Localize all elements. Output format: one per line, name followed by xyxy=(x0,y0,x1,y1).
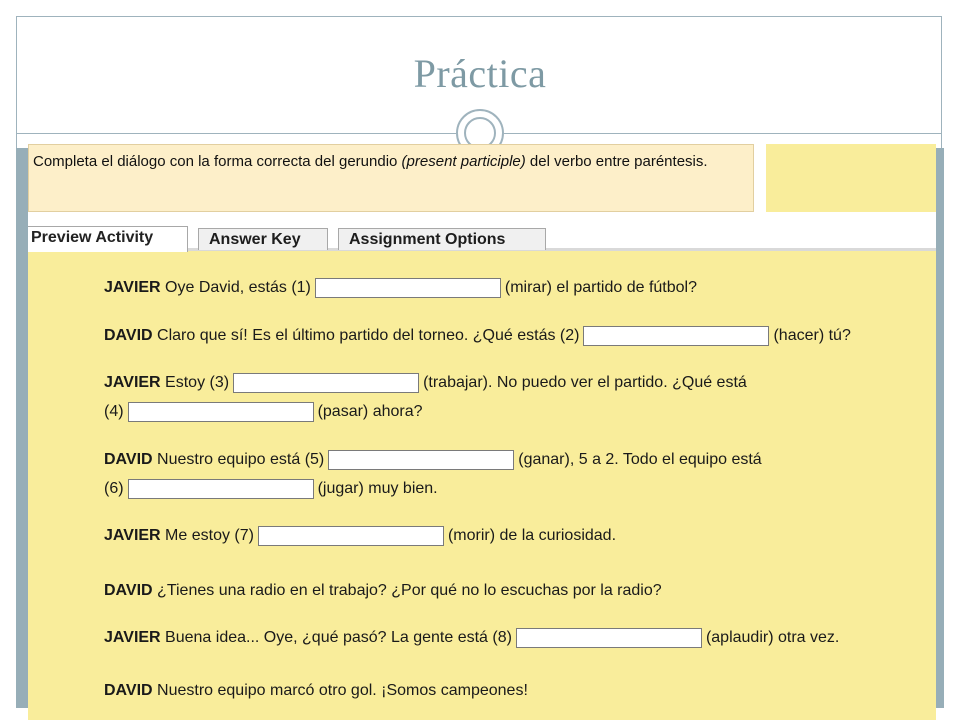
line-text: Nuestro equipo está (5) xyxy=(152,451,325,469)
dialogue-line-4-continued xyxy=(104,479,438,499)
answer-field-3[interactable] xyxy=(233,373,419,393)
answer-field-2[interactable] xyxy=(583,326,769,346)
speaker-name: DAVID xyxy=(104,682,153,699)
answer-field-4[interactable] xyxy=(128,402,314,422)
verb-hint: (trabajar). No puedo ver el partido. ¿Qué está xyxy=(423,374,747,392)
dialogue-line-2 xyxy=(104,326,851,346)
line-text: Oye David, estás (1) xyxy=(160,279,311,297)
dialogue-line-5 xyxy=(104,526,616,546)
verb-hint: (pasar) ahora? xyxy=(317,403,423,421)
line-text: Estoy (3) xyxy=(160,374,230,392)
speaker-name: JAVIER xyxy=(104,279,161,297)
dialogue-line-1 xyxy=(104,278,697,298)
verb-hint: (ganar), 5 a 2. Todo el equipo está xyxy=(518,451,762,469)
speaker-name: JAVIER xyxy=(104,527,161,545)
instructions-side-panel xyxy=(766,144,936,212)
dialogue-line-3 xyxy=(104,373,747,393)
slide-title: Práctica xyxy=(413,51,547,96)
line-text: (6) xyxy=(104,480,124,498)
title-divider-right xyxy=(504,133,942,134)
activity-screenshot xyxy=(28,144,936,720)
instructions-emphasis: (present participle) xyxy=(401,153,526,170)
line-text: (4) xyxy=(104,403,124,421)
instructions-text-end: del verbo entre paréntesis. xyxy=(525,153,708,170)
verb-hint: (aplaudir) otra vez. xyxy=(705,629,840,647)
verb-hint: (jugar) muy bien. xyxy=(317,480,438,498)
speaker-name: DAVID xyxy=(104,582,153,599)
dialogue-line-7 xyxy=(104,628,839,648)
tab-bar xyxy=(28,212,936,251)
instructions-box xyxy=(28,144,754,212)
line-text: Nuestro equipo marcó otro gol. ¡Somos campeones! xyxy=(152,682,528,699)
line-text: ¿Tienes una radio en el trabajo? ¿Por qué no lo escuchas por la radio? xyxy=(152,582,662,599)
answer-field-5[interactable] xyxy=(328,450,514,470)
dialogue-line-8 xyxy=(104,681,528,701)
line-text: Claro que sí! Es el último partido del torneo. ¿Qué estás (2) xyxy=(152,327,580,345)
speaker-name: JAVIER xyxy=(104,374,161,392)
answer-field-7[interactable] xyxy=(258,526,444,546)
line-text: Me estoy (7) xyxy=(160,527,254,545)
instructions-text: Completa el diálogo con la forma correcta del gerundio xyxy=(33,153,402,170)
verb-hint: (morir) de la curiosidad. xyxy=(447,527,617,545)
tab-answer-key[interactable]: Answer Key xyxy=(198,228,328,250)
line-text: Buena idea... Oye, ¿qué pasó? La gente está (8) xyxy=(160,629,512,647)
title-divider-left xyxy=(16,133,456,134)
speaker-name: DAVID xyxy=(104,451,153,469)
speaker-name: JAVIER xyxy=(104,629,161,647)
answer-field-1[interactable] xyxy=(315,278,501,298)
tab-preview-activity[interactable]: Preview Activity xyxy=(28,226,188,252)
dialogue-line-3-continued xyxy=(104,402,423,422)
dialogue-line-6 xyxy=(104,581,662,601)
answer-field-8[interactable] xyxy=(516,628,702,648)
instructions-gap xyxy=(754,144,766,212)
slide-side-band-left xyxy=(16,148,28,708)
speaker-name: DAVID xyxy=(104,327,153,345)
verb-hint: (hacer) tú? xyxy=(773,327,851,345)
tab-assignment-options[interactable]: Assignment Options xyxy=(338,228,546,250)
answer-field-6[interactable] xyxy=(128,479,314,499)
dialogue-line-4 xyxy=(104,450,762,470)
verb-hint: (mirar) el partido de fútbol? xyxy=(504,279,697,297)
